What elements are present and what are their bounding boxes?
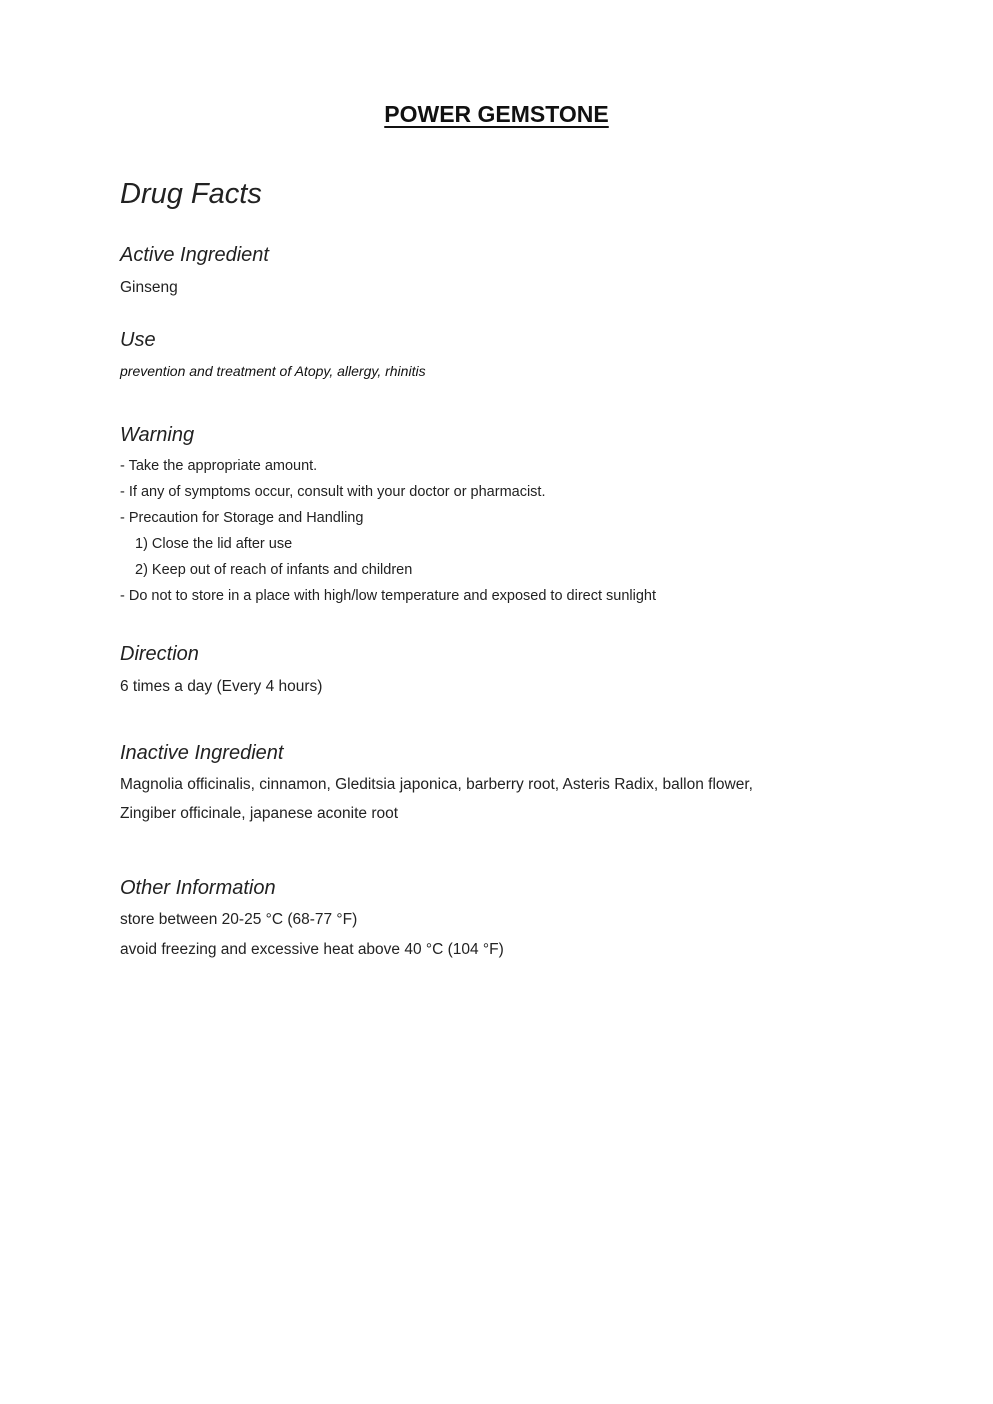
warning-subline: 2) Keep out of reach of infants and children — [135, 562, 413, 578]
warning-line: - Precaution for Storage and Handling — [120, 510, 364, 526]
document-title-text: POWER GEMSTONE — [384, 101, 609, 127]
use-heading: Use — [120, 329, 156, 351]
use-text: prevention and treatment of Atopy, allergy, rhinitis — [120, 363, 426, 379]
inactive-ingredient-heading: Inactive Ingredient — [120, 742, 284, 764]
warning-line: - Do not to store in a place with high/low temperature and exposed to direct sunlight — [120, 588, 656, 604]
other-information-heading: Other Information — [120, 877, 276, 899]
inactive-ingredient-line: Zingiber officinale, japanese aconite root — [120, 805, 399, 822]
active-ingredient-heading: Active Ingredient — [120, 244, 269, 266]
drug-facts-heading: Drug Facts — [120, 178, 262, 210]
document-title — [0, 101, 993, 128]
inactive-ingredient-line: Magnolia officinalis, cinnamon, Gleditsia japonica, barberry root, Asteris Radix, ballon flower, — [120, 776, 753, 793]
other-information-line: avoid freezing and excessive heat above 40 °C (104 °F) — [120, 941, 504, 958]
other-information-line: store between 20-25 °C (68-77 °F) — [120, 911, 358, 928]
warning-line: - Take the appropriate amount. — [120, 458, 318, 474]
direction-text: 6 times a day (Every 4 hours) — [120, 678, 323, 695]
warning-heading: Warning — [120, 424, 195, 446]
direction-heading: Direction — [120, 643, 199, 665]
warning-line: - If any of symptoms occur, consult with your doctor or pharmacist. — [120, 484, 546, 500]
warning-subline: 1) Close the lid after use — [135, 536, 293, 552]
active-ingredient-text: Ginseng — [120, 279, 178, 296]
